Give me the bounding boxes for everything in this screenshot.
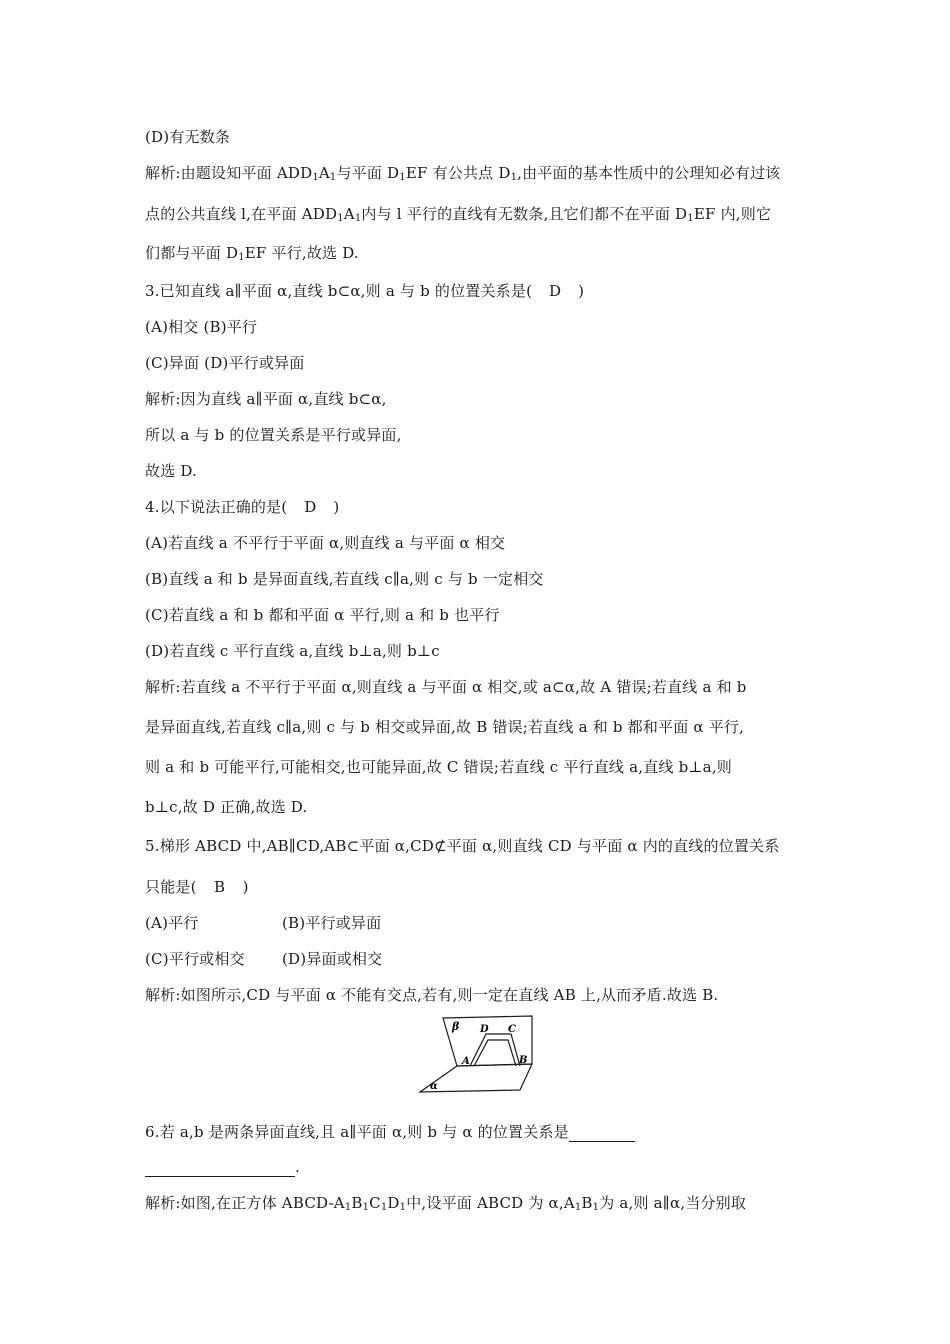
answer-blank [145, 1160, 295, 1177]
question-4: 4.以下说法正确的是( D ) [145, 498, 340, 516]
question-6: 6.若 a,b 是两条异面直线,且 a∥平面 α,则 b 与 α 的位置关系是 [145, 1122, 635, 1142]
question-4-option-c: (C)若直线 a 和 b 都和平面 α 平行,则 a 和 b 也平行 [145, 606, 500, 624]
answer-blank [569, 1125, 635, 1142]
label-a: A [462, 1056, 470, 1067]
solution-line: 解析:由题设知平面 $ADD_1A_1$与平面 $D_1EF$ 有公共点 $D_1$,由平面的基本性质中的公理知必有过该 [145, 164, 781, 183]
question-3-solution: 所以 a 与 b 的位置关系是平行或异面, [145, 426, 402, 444]
question-4-option-a: (A)若直线 a 不平行于平面 α,则直线 a 与平面 α 相交 [145, 534, 506, 552]
question-4-solution: 则 a 和 b 可能平行,可能相交,也可能异面,故 C 错误;若直线 c 平行直线 a,直线 b⊥a,则 [145, 758, 732, 776]
label-alpha: α [430, 1081, 438, 1092]
question-5-options-ab: (A)平行 (B)平行或异面 [145, 914, 382, 932]
label-b: B [519, 1055, 528, 1066]
label-beta: β [452, 1020, 460, 1033]
question-4-option-b: (B)直线 a 和 b 是异面直线,若直线 c∥a,则 c 与 b 一定相交 [145, 570, 544, 588]
option-d-line: (D)有无数条 [145, 128, 231, 146]
answer-mark: D [304, 498, 317, 516]
question-6-solution: 解析:如图,在正方体 ABCD-$A_1B_1C_1D_1$中,设平面 ABCD 为 $\alpha,A_1B_1$为 a,则 a∥α,当分别取 [145, 1194, 747, 1213]
question-4-option-d: (D)若直线 c 平行直线 a,直线 b⊥a,则 b⊥c [145, 642, 440, 660]
question-3-solution: 解析:因为直线 a∥平面 α,直线 b⊂α, [145, 390, 387, 408]
label-d: D [480, 1024, 489, 1035]
question-6-cont: . [145, 1157, 300, 1177]
answer-mark: B [214, 878, 226, 896]
question-5-cont: 只能是( B ) [145, 878, 249, 896]
question-5-solution: 解析:如图所示,CD 与平面 α 不能有交点,若有,则一定在直线 AB 上,从而矛盾.故选 B. [145, 986, 719, 1004]
question-3-options-ab: (A)相交 (B)平行 [145, 318, 258, 336]
question-3-options-cd: (C)异面 (D)平行或异面 [145, 354, 305, 372]
question-4-solution: b⊥c,故 D 正确,故选 D. [145, 798, 308, 816]
answer-mark: D [549, 282, 562, 300]
label-c: C [508, 1024, 516, 1035]
solution-line: 点的公共直线 l,在平面 $ADD_1A_1$内与 l 平行的直线有无数条,且它们都不在平面 $D_1EF$ 内,则它 [145, 205, 772, 224]
question-4-solution: 解析:若直线 a 不平行于平面 α,则直线 a 与平面 α 相交,或 a⊂α,故 A 错误;若直线 a 和 b [145, 678, 747, 696]
solution-line: 们都与平面 $D_1EF$ 平行,故选 D. [145, 244, 359, 263]
question-3-solution: 故选 D. [145, 462, 198, 480]
question-5-options-cd: (C)平行或相交 (D)异面或相交 [145, 950, 383, 968]
question-4-solution: 是异面直线,若直线 c∥a,则 c 与 b 相交或异面,故 B 错误;若直线 a 和 b 都和平面 α 平行, [145, 718, 745, 736]
question-5: 5.梯形 ABCD 中,AB∥CD,AB⊂平面 α,CD⊄平面 α,则直线 CD 与平面 α 内的直线的位置关系 [145, 837, 780, 855]
trapezoid-plane-figure [416, 1010, 550, 1102]
question-3: 3.已知直线 a∥平面 α,直线 b⊂α,则 a 与 b 的位置关系是( D ) [145, 282, 585, 300]
